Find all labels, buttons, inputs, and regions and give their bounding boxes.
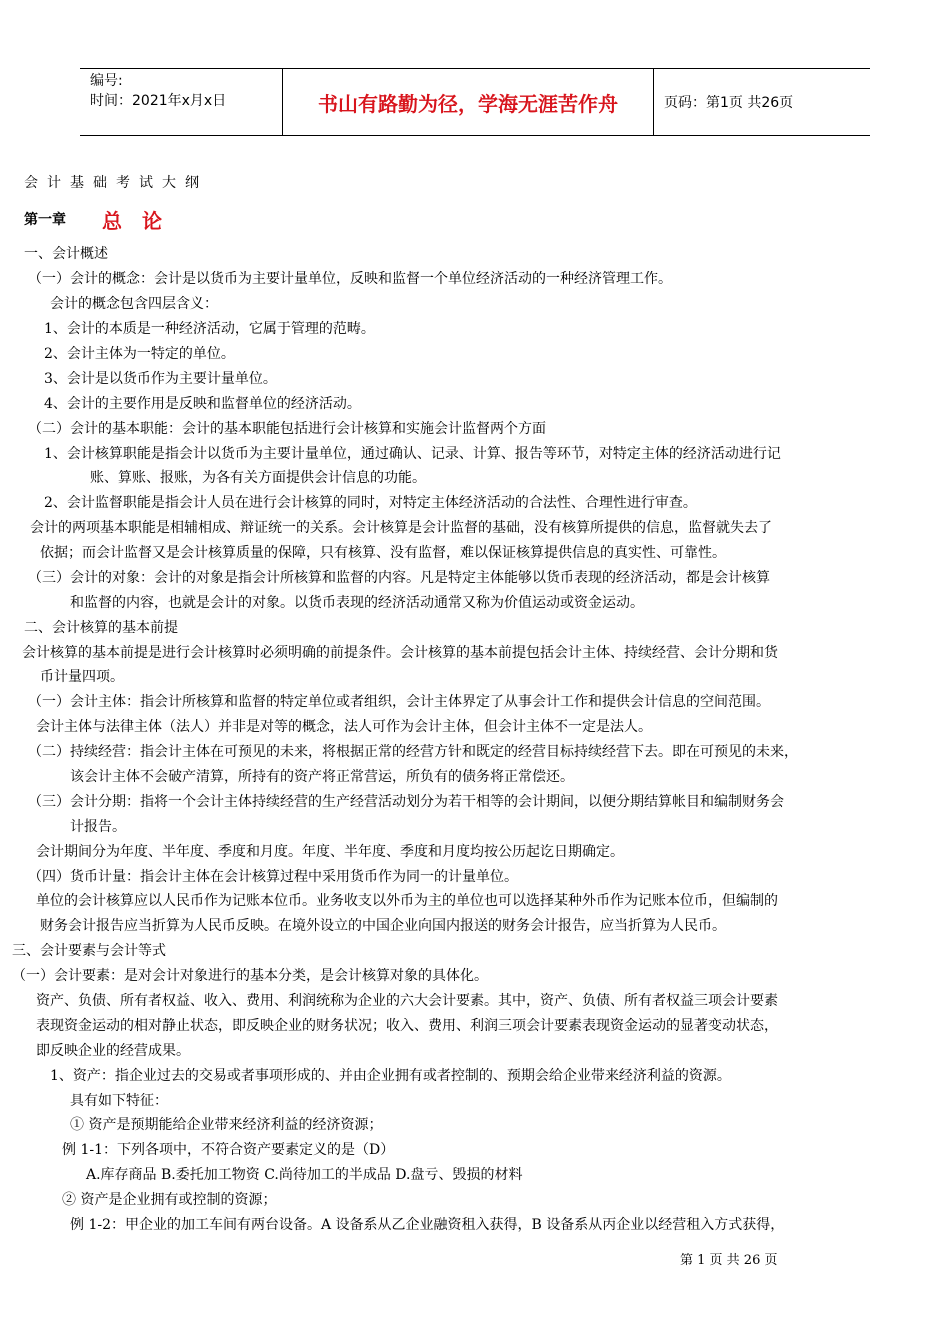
chapter-label: 第一章 — [24, 212, 66, 228]
list-item: 1、资产：指企业过去的交易或者事项形成的、并由企业拥有或者控制的、预期会给企业带来经济利益的资源。 — [50, 1068, 731, 1084]
header-page-info: 页码：第1页 共26页 — [664, 95, 794, 111]
example-line: 例 1-2：甲企业的加工车间有两台设备。A 设备系从乙企业融资租入获得，B 设备系从丙企业以经营租入方式获得， — [70, 1217, 785, 1233]
example-line: 例 1-1：下列各项中，不符合资产要素定义的是（D） — [62, 1142, 395, 1158]
paragraph-line: 会计期间分为年度、半年度、季度和月度。年度、半年度、季度和月度均按公历起讫日期确定。 — [36, 844, 624, 860]
paragraph-line: 会计核算的基本前提是进行会计核算时必须明确的前提条件。会计核算的基本前提包括会计主体、持续经营、会计分期和货 — [22, 645, 778, 661]
paragraph-line: （一）会计主体：指会计所核算和监督的特定单位或者组织，会计主体界定了从事会计工作和提供会计信息的空间范围。 — [28, 694, 770, 710]
paragraph-line: （三）会计分期：指将一个会计主体持续经营的生产经营活动划分为若干相等的会计期间，以便分期结算帐目和编制财务会 — [28, 794, 784, 810]
section-heading: 二、会计核算的基本前提 — [24, 620, 178, 636]
paragraph-line: 和监督的内容，也就是会计的对象。以货币表现的经济活动通常又称为价值运动或资金运动。 — [70, 595, 644, 611]
list-item: 4、会计的主要作用是反映和监督单位的经济活动。 — [44, 396, 361, 412]
paragraph-line: （二）会计的基本职能：会计的基本职能包括进行会计核算和实施会计监督两个方面 — [28, 421, 546, 437]
paragraph-line: （三）会计的对象：会计的对象是指会计所核算和监督的内容。凡是特定主体能够以货币表现的经济活动，都是会计核算 — [28, 570, 770, 586]
document-time-label: 时间：2021年x月x日 — [90, 93, 227, 109]
paragraph-line: 会计的概念包含四层含义： — [50, 296, 218, 312]
document-title: 会计基础考试大纲 — [24, 175, 208, 191]
paragraph-line: 单位的会计核算应以人民币作为记账本位币。业务收支以外币为主的单位也可以选择某种外币作为记账本位币，但编制的 — [36, 893, 778, 909]
list-item: 1、会计核算职能是指会计以货币为主要计量单位，通过确认、记录、计算、报告等环节，对特定主体的经济活动进行记 — [44, 446, 781, 462]
paragraph-line: 会计的两项基本职能是相辅相成、辩证统一的关系。会计核算是会计监督的基础，没有核算所提供的信息，监督就失去了 — [30, 520, 772, 536]
paragraph-line: 财务会计报告应当折算为人民币反映。在境外设立的中国企业向国内报送的财务会计报告，应当折算为人民币。 — [40, 918, 726, 934]
paragraph-line: 表现资金运动的相对静止状态，即反映企业的财务状况；收入、费用、利润三项会计要素表现资金运动的显著变动状态， — [36, 1018, 778, 1034]
paragraph-line: （一）会计的概念：会计是以货币为主要计量单位，反映和监督一个单位经济活动的一种经济管理工作。 — [28, 271, 672, 287]
header-motto: 书山有路勤为径，学海无涯苦作舟 — [282, 69, 654, 135]
paragraph-line: 计报告。 — [70, 819, 126, 835]
page-header — [80, 68, 870, 136]
paragraph-line: 依据；而会计监督又是会计核算质量的保障，只有核算、没有监督，难以保证核算提供信息的真实性、可靠性。 — [40, 545, 726, 561]
paragraph-line: ① 资产是预期能给企业带来经济利益的经济资源； — [70, 1117, 383, 1133]
example-options: A.库存商品 B.委托加工物资 C.尚待加工的半成品 D.盘亏、毁损的材料 — [86, 1167, 523, 1183]
paragraph-line: 具有如下特征： — [70, 1093, 168, 1109]
list-item: 2、会计监督职能是指会计人员在进行会计核算的同时，对特定主体经济活动的合法性、合理性进行审查。 — [44, 495, 697, 511]
header-left — [80, 69, 282, 135]
paragraph-line: （一）会计要素：是对会计对象进行的基本分类，是会计核算对象的具体化。 — [12, 968, 488, 984]
paragraph-line: （二）持续经营：指会计主体在可预见的未来，将根据正常的经营方针和既定的经营目标持续经营下去。即在可预见的未来， — [28, 744, 798, 760]
document-number-label: 编号: — [90, 73, 123, 89]
section-heading: 三、会计要素与会计等式 — [12, 943, 166, 959]
list-item: 2、会计主体为一特定的单位。 — [44, 346, 235, 362]
section-heading: 一、会计概述 — [24, 246, 108, 262]
page-footer: 第 1 页 共 26 页 — [680, 1253, 778, 1268]
paragraph-line: 会计主体与法律主体（法人）并非是对等的概念，法人可作为会计主体，但会计主体不一定是法人。 — [36, 719, 652, 735]
paragraph-line: 币计量四项。 — [40, 669, 124, 685]
paragraph-line: 该会计主体不会破产清算，所持有的资产将正常营运，所负有的债务将正常偿还。 — [70, 769, 574, 785]
list-item-continuation: 账、算账、报账，为各有关方面提供会计信息的功能。 — [90, 470, 426, 486]
paragraph-line: 即反映企业的经营成果。 — [36, 1043, 190, 1059]
list-item: 3、会计是以货币作为主要计量单位。 — [44, 371, 277, 387]
paragraph-line: ② 资产是企业拥有或控制的资源； — [62, 1192, 277, 1208]
paragraph-line: （四）货币计量：指会计主体在会计核算过程中采用货币作为同一的计量单位。 — [28, 869, 518, 885]
paragraph-line: 资产、负债、所有者权益、收入、费用、利润统称为企业的六大会计要素。其中，资产、负债、所有者权益三项会计要素 — [36, 993, 778, 1009]
list-item: 1、会计的本质是一种经济活动，它属于管理的范畴。 — [44, 321, 375, 337]
chapter-title: 总论 — [102, 208, 182, 233]
chapter-heading — [24, 204, 182, 234]
